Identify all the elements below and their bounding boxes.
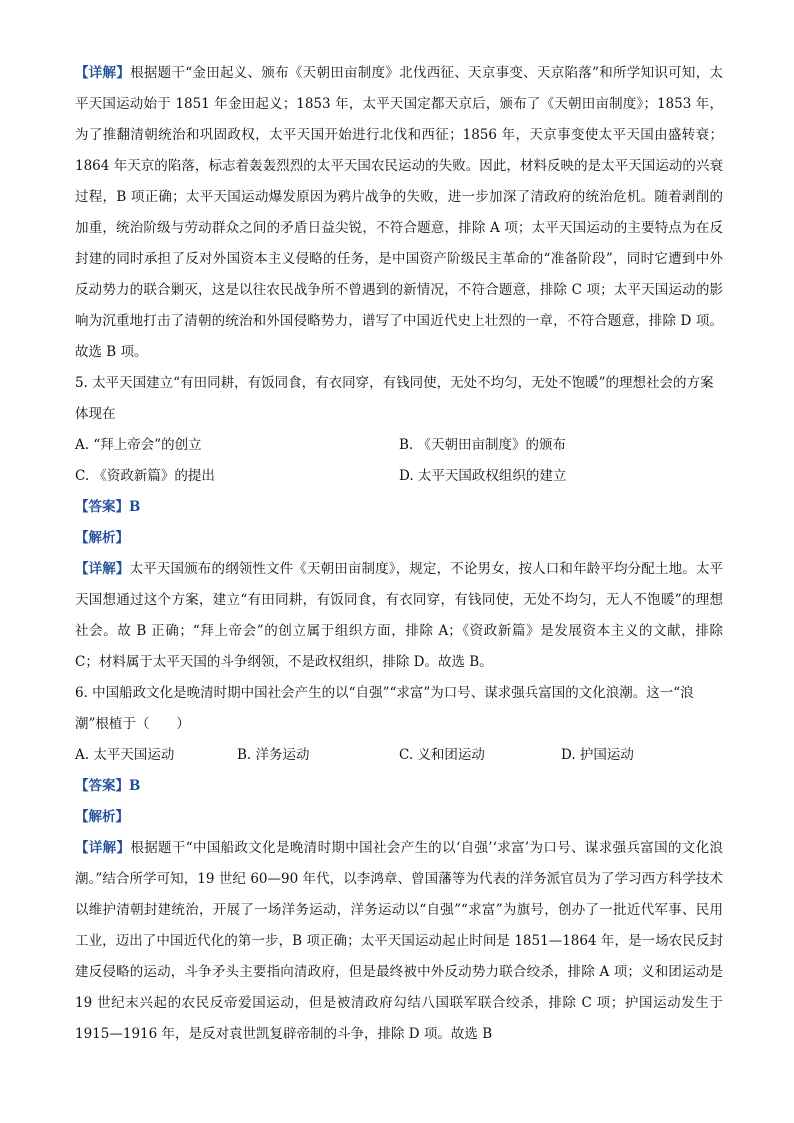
- option-c: C. 义和团运动: [399, 747, 485, 763]
- question-5-options-row-2: [75, 461, 723, 492]
- question-6-options: [75, 740, 723, 771]
- detail-paragraph-q6: [75, 833, 723, 1050]
- option-a: A. “拜上帝会”的创立: [75, 437, 202, 453]
- detail-tag: 【详解】: [75, 561, 130, 577]
- detail-paragraph-q5: [75, 554, 723, 678]
- question-6-stem: 6. 中国船政文化是晚清时期中国社会产生的以“自强”“求富”为口号、谋求强兵富国的文化浪潮。这一“浪潮”根植于（ ）: [75, 685, 694, 732]
- detail-text: 根据题干“金田起义、颁布《天朝田亩制度》北伐西征、天京事变、天京陷落”和所学知识可知，太平天国运动始于 1851 年金田起义；1853 年，太平天国定都天京后，颁布了《天朝田亩制度》；1853 年，为了推翻清朝统治和巩固政权，太平天国开始进行北伐和西征；1856 年，天京事变使太平天国由盛转衰；1864 年天京的陷落，标志着轰轰烈烈的太平天国农民运动的失败。因此，材料反映的是太平天国运动的兴衰过程，B 项正确；太平天国运动爆发原因为鸦片战争的失败，进一步加深了清政府的统治危机。随着剥削的加重，统治阶级与劳动群众之间的矛盾日益尖锐，不符合题意，排除 A 项；太平天国运动的主要特点为在反封建的同时承担了反对外国资本主义侵略的任务，是中国资产阶级民主革命的“准备阶段”，同时它遭到中外反动势力的联合剿灭，这是以往农民战争所不曾遇到的新情况，不符合题意，排除 C 项；太平天国运动的影响为沉重地打击了清朝的统治和外国侵略势力，谱写了中国近代史上壮烈的一章，不符合题意，排除 D 项。故选 B 项。: [75, 65, 723, 360]
- option-b: B. 洋务运动: [237, 747, 310, 763]
- analysis-label: 【解析】: [75, 809, 129, 825]
- detail-text: 太平天国颁布的纲领性文件《天朝田亩制度》，规定，不论男女，按人口和年龄平均分配土地。太平天国想通过这个方案，建立“有田同耕，有饭同食，有衣同穿，有钱同使，无处不均匀，无人不饱暖”的理想社会。故 B 正确；“拜上帝会”的创立属于组织方面，排除 A；《资政新篇》是发展资本主义的文献，排除 C；材料属于太平天国的斗争纲领，不是政权组织，排除 D。故选 B。: [75, 561, 724, 670]
- option-b: B. 《天朝田亩制度》的颁布: [399, 437, 567, 453]
- question-5-stem: 5. 太平天国建立“有田同耕，有饭同食，有衣同穿，有钱同使，无处不均匀，无处不饱暖”的理想社会的方案体现在: [75, 375, 714, 422]
- detail-text: 根据题干“中国船政文化是晚清时期中国社会产生的以‘自强’‘求富’为口号、谋求强兵富国的文化浪潮。”结合所学可知，19 世纪 60—90 年代，以李鸿章、曾国藩等为代表的洋务派官员为了学习西方科学技术以维护清朝封建统治，开展了一场洋务运动，洋务运动以“自强”“求富”为旗号，创办了一批近代军事、民用工业，迈出了中国近代化的第一步，B 项正确；太平天国运动起止时间是 1851—1864 年，是一场农民反封建反侵略的运动，斗争矛头主要指向清政府，但是最终被中外反动势力联合绞杀，排除 A 项；义和团运动是 19 世纪末兴起的农民反帝爱国运动，但是被清政府勾结八国联军联合绞杀，排除 C 项；护国运动发生于 1915—1916 年，是反对袁世凯复辟帝制的斗争，排除 D 项。故选 B: [75, 840, 723, 1042]
- detail-paragraph-q4: [75, 58, 723, 368]
- option-a: A. 太平天国运动: [75, 747, 175, 763]
- question-5-options-row-1: [75, 430, 723, 461]
- option-c: C. 《资政新篇》的提出: [75, 468, 215, 484]
- answer-label: 【答案】B: [75, 778, 141, 794]
- detail-tag: 【详解】: [75, 840, 131, 856]
- analysis-label: 【解析】: [75, 530, 129, 546]
- option-d: D. 太平天国政权组织的建立: [399, 468, 567, 484]
- option-d: D. 护国运动: [561, 747, 634, 763]
- answer-label: 【答案】B: [75, 499, 141, 515]
- document-page: [75, 58, 723, 1050]
- detail-tag: 【详解】: [75, 65, 131, 81]
